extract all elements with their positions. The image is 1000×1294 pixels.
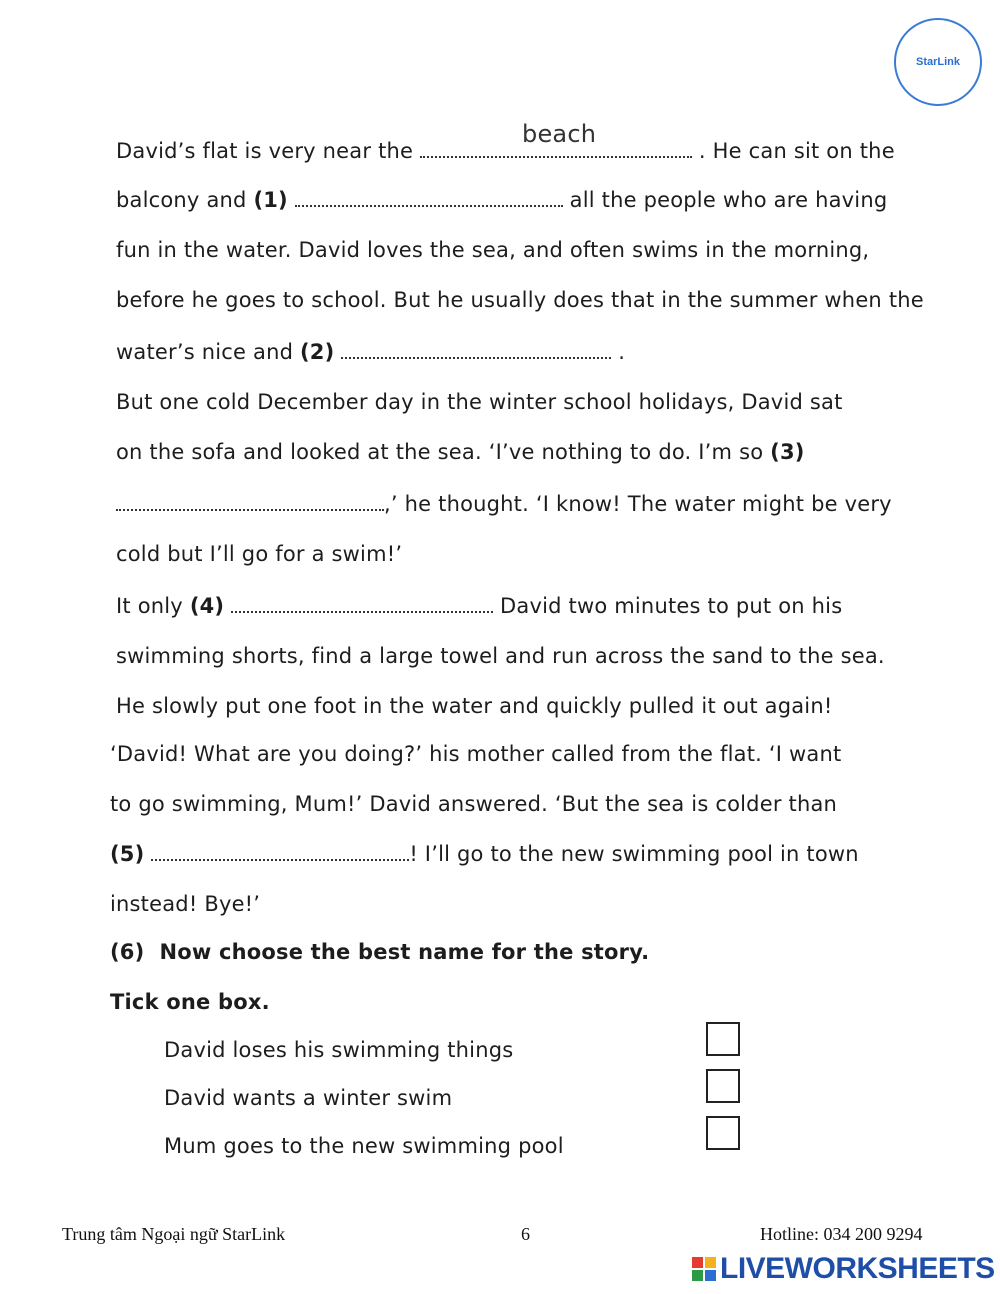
story-line-1: balcony and (1) all the people who are having: [116, 188, 888, 212]
story-line-6: on the sofa and looked at the sea. ‘I’ve nothing to do. I’m so (3): [116, 440, 805, 464]
footer-center-name: Trung tâm Ngoại ngữ StarLink: [62, 1224, 286, 1244]
story-line-8: cold but I’ll go for a swim!’: [116, 542, 403, 566]
story-line-7: ,’ he thought. ‘I know! The water might be very: [116, 492, 892, 516]
question-6-prompt: (6) Now choose the best name for the story.: [110, 940, 650, 964]
answer-blank-5[interactable]: [151, 845, 409, 861]
story-line-5: But one cold December day in the winter school holidays, David sat: [116, 390, 843, 414]
tick-box-2[interactable]: [706, 1116, 740, 1150]
answer-blank-example[interactable]: [420, 120, 692, 158]
story-line-14: (5) ! I’ll go to the new swimming pool in town: [110, 842, 859, 866]
answer-blank-1[interactable]: [295, 191, 563, 207]
liveworksheets-brand: [692, 1252, 995, 1286]
liveworksheets-text: LIVEWORKSHEETS: [720, 1252, 995, 1285]
tick-box-1[interactable]: [706, 1069, 740, 1103]
story-line-2: fun in the water. David loves the sea, and often swims in the morning,: [116, 238, 870, 262]
option-label-1: David wants a winter swim: [164, 1086, 453, 1110]
logo-text: StarLink: [915, 56, 960, 68]
example-answer: beach: [522, 120, 597, 148]
story-line-13: to go swimming, Mum!’ David answered. ‘But the sea is colder than: [110, 792, 838, 816]
footer-page-number: 6: [521, 1224, 530, 1244]
story-line-3: before he goes to school. But he usually does that in the summer when the: [116, 288, 924, 312]
story-line-12: ‘David! What are you doing?’ his mother called from the flat. ‘I want: [110, 742, 842, 766]
story-line-10: swimming shorts, find a large towel and run across the sand to the sea.: [116, 644, 885, 668]
story-line-4: water’s nice and (2) .: [116, 340, 626, 364]
story-line-11: He slowly put one foot in the water and quickly pulled it out again!: [116, 694, 833, 718]
answer-blank-2[interactable]: [341, 343, 611, 359]
answer-blank-3[interactable]: [116, 495, 384, 511]
starlink-logo: [894, 18, 982, 106]
tick-box-0[interactable]: [706, 1022, 740, 1056]
story-line-15: instead! Bye!’: [110, 892, 261, 916]
tick-instruction: Tick one box.: [110, 990, 270, 1014]
option-label-2: Mum goes to the new swimming pool: [164, 1134, 564, 1158]
footer-hotline: Hotline: 034 200 9294: [760, 1224, 923, 1244]
story-line-9: It only (4) David two minutes to put on his: [116, 594, 843, 618]
liveworksheets-logo-icon: [692, 1257, 716, 1281]
option-label-0: David loses his swimming things: [164, 1038, 514, 1062]
story-line-0: David’s flat is very near the beach . He can sit on the: [116, 120, 895, 163]
answer-blank-4[interactable]: [231, 597, 493, 613]
